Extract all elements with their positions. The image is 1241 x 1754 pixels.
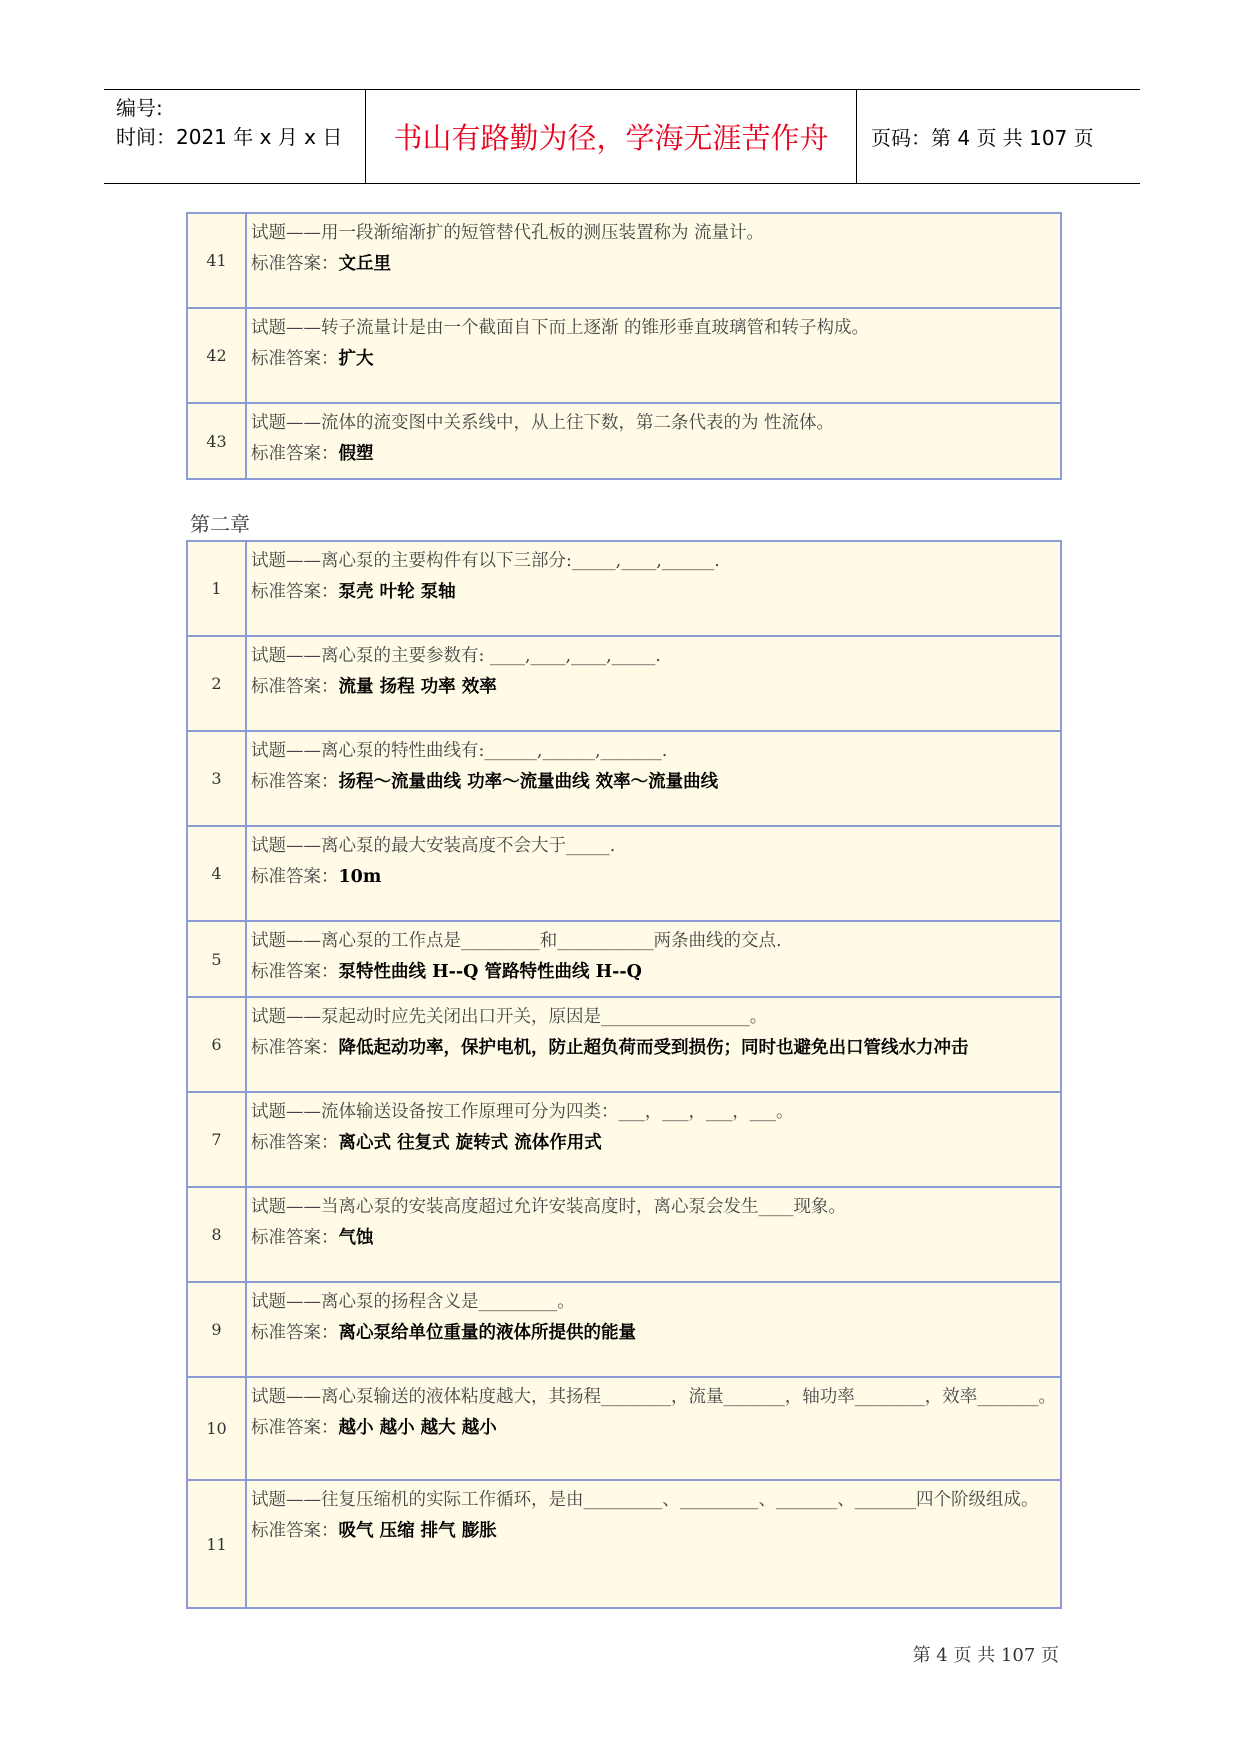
answer-value: 流量 扬程 功率 效率 <box>338 677 497 697</box>
question-number: 6 <box>187 997 246 1092</box>
question-table-1 <box>186 212 1062 480</box>
table-row <box>187 636 1061 731</box>
answer-value: 10m <box>338 867 382 887</box>
question-cell <box>246 997 1061 1092</box>
question-number: 10 <box>187 1377 246 1480</box>
table-row <box>187 213 1061 308</box>
table-row <box>187 403 1061 479</box>
question-number: 8 <box>187 1187 246 1282</box>
answer-value: 离心式 往复式 旋转式 流体作用式 <box>338 1133 602 1153</box>
question-number: 4 <box>187 826 246 921</box>
question-cell <box>246 826 1061 921</box>
question-table-2 <box>186 540 1062 1609</box>
table-row <box>187 731 1061 826</box>
answer-value: 降低起动功率，保护电机，防止超负荷而受到损伤；同时也避免出口管线水力冲击 <box>338 1038 969 1058</box>
question-cell <box>246 731 1061 826</box>
table-row <box>187 541 1061 636</box>
table-row <box>187 1187 1061 1282</box>
question-text: 试题——离心泵的最大安装高度不会大于_____. <box>251 836 616 856</box>
answer-line <box>251 672 1058 703</box>
answer-label: 标准答案： <box>251 1323 339 1343</box>
table-row <box>187 1377 1061 1480</box>
table-row <box>187 1480 1061 1608</box>
table-row <box>187 826 1061 921</box>
answer-value: 文丘里 <box>338 254 391 274</box>
answer-label: 标准答案： <box>251 1521 339 1541</box>
answer-value: 吸气 压缩 排气 膨胀 <box>338 1521 497 1541</box>
table-row <box>187 997 1061 1092</box>
table-row <box>187 921 1061 997</box>
header-meta <box>104 90 366 183</box>
answer-label: 标准答案： <box>251 1418 339 1438</box>
answer-value: 扬程～流量曲线 功率～流量曲线 效率～流量曲线 <box>338 772 719 792</box>
question-text: 试题——往复压缩机的实际工作循环，是由_________、_________、_______、_______四个阶级组成。 <box>251 1490 1039 1510</box>
question-cell <box>246 1480 1061 1608</box>
answer-value: 扩大 <box>338 349 374 369</box>
table-row <box>187 308 1061 403</box>
question-cell <box>246 541 1061 636</box>
question-text: 试题——用一段渐缩渐扩的短管替代孔板的测压装置称为 流量计。 <box>251 223 765 243</box>
answer-label: 标准答案： <box>251 772 339 792</box>
question-number: 5 <box>187 921 246 997</box>
question-text: 试题——流体输送设备按工作原理可分为四类：___，___，___，___。 <box>251 1102 794 1122</box>
question-cell <box>246 1282 1061 1377</box>
answer-value: 假塑 <box>338 444 374 464</box>
answer-label: 标准答案： <box>251 349 339 369</box>
answer-label: 标准答案： <box>251 962 339 982</box>
time-label: 时间：2021 年 x 月 x 日 <box>116 125 343 149</box>
question-text: 试题——离心泵的特性曲线有:______,______,_______. <box>251 741 668 761</box>
question-number: 1 <box>187 541 246 636</box>
answer-line <box>251 767 1058 798</box>
question-text: 试题——离心泵的工作点是_________和___________两条曲线的交点. <box>251 931 782 951</box>
answer-label: 标准答案： <box>251 1133 339 1153</box>
answer-value: 泵壳 叶轮 泵轴 <box>338 582 456 602</box>
answer-line <box>251 1516 1058 1547</box>
question-text: 试题——离心泵的主要参数有: ____,____,____,_____. <box>251 646 661 666</box>
answer-line <box>251 1128 1058 1159</box>
question-text: 试题——离心泵的扬程含义是_________。 <box>251 1292 575 1312</box>
question-cell <box>246 308 1061 403</box>
answer-label: 标准答案： <box>251 1228 339 1248</box>
answer-value: 泵特性曲线 H--Q 管路特性曲线 H--Q <box>338 962 642 982</box>
question-cell <box>246 1377 1061 1480</box>
answer-label: 标准答案： <box>251 1038 339 1058</box>
question-cell <box>246 213 1061 308</box>
answer-label: 标准答案： <box>251 444 339 464</box>
table-row <box>187 1092 1061 1187</box>
question-text: 试题——离心泵的主要构件有以下三部分:_____,____,______. <box>251 551 720 571</box>
question-number: 11 <box>187 1480 246 1608</box>
answer-line <box>251 577 1058 608</box>
answer-line <box>251 1413 1058 1444</box>
question-number: 3 <box>187 731 246 826</box>
question-cell <box>246 921 1061 997</box>
answer-line <box>251 344 1058 375</box>
answer-label: 标准答案： <box>251 867 339 887</box>
question-number: 43 <box>187 403 246 479</box>
answer-line <box>251 862 1058 893</box>
question-cell <box>246 636 1061 731</box>
page-footer: 第 4 页 共 107 页 <box>912 1645 1059 1666</box>
answer-line <box>251 249 1058 280</box>
answer-line <box>251 1223 1058 1254</box>
answer-line <box>251 1318 1058 1349</box>
answer-value: 离心泵给单位重量的液体所提供的能量 <box>338 1323 636 1343</box>
question-cell <box>246 1092 1061 1187</box>
question-cell <box>246 1187 1061 1282</box>
question-cell <box>246 403 1061 479</box>
question-number: 42 <box>187 308 246 403</box>
question-number: 7 <box>187 1092 246 1187</box>
question-text: 试题——泵起动时应先关闭出口开关，原因是_________________。 <box>251 1007 768 1027</box>
answer-value: 气蚀 <box>338 1228 374 1248</box>
question-text: 试题——离心泵输送的液体粘度越大，其扬程________，流量_______，轴功率________，效率_______。 <box>251 1387 1056 1407</box>
table-row <box>187 1282 1061 1377</box>
answer-line <box>251 439 1058 470</box>
answer-value: 越小 越小 越大 越小 <box>338 1418 497 1438</box>
chapter-title: 第二章 <box>190 512 250 536</box>
answer-label: 标准答案： <box>251 254 339 274</box>
question-text: 试题——流体的流变图中关系线中，从上往下数，第二条代表的为 性流体。 <box>251 413 835 433</box>
question-number: 41 <box>187 213 246 308</box>
question-number: 9 <box>187 1282 246 1377</box>
question-text: 试题——当离心泵的安装高度超过允许安装高度时，离心泵会发生____现象。 <box>251 1197 846 1217</box>
question-text: 试题——转子流量计是由一个截面自下而上逐渐 的锥形垂直玻璃管和转子构成。 <box>251 318 870 338</box>
question-number: 2 <box>187 636 246 731</box>
page-header <box>104 89 1140 184</box>
answer-label: 标准答案： <box>251 582 339 602</box>
answer-label: 标准答案： <box>251 677 339 697</box>
header-slogan: 书山有路勤为径，学海无涯苦作舟 <box>366 90 857 183</box>
answer-line <box>251 1033 1058 1064</box>
number-label: 编号: <box>116 96 163 120</box>
answer-line <box>251 957 1058 988</box>
header-page-label: 页码：第 4 页 共 107 页 <box>871 126 1094 150</box>
